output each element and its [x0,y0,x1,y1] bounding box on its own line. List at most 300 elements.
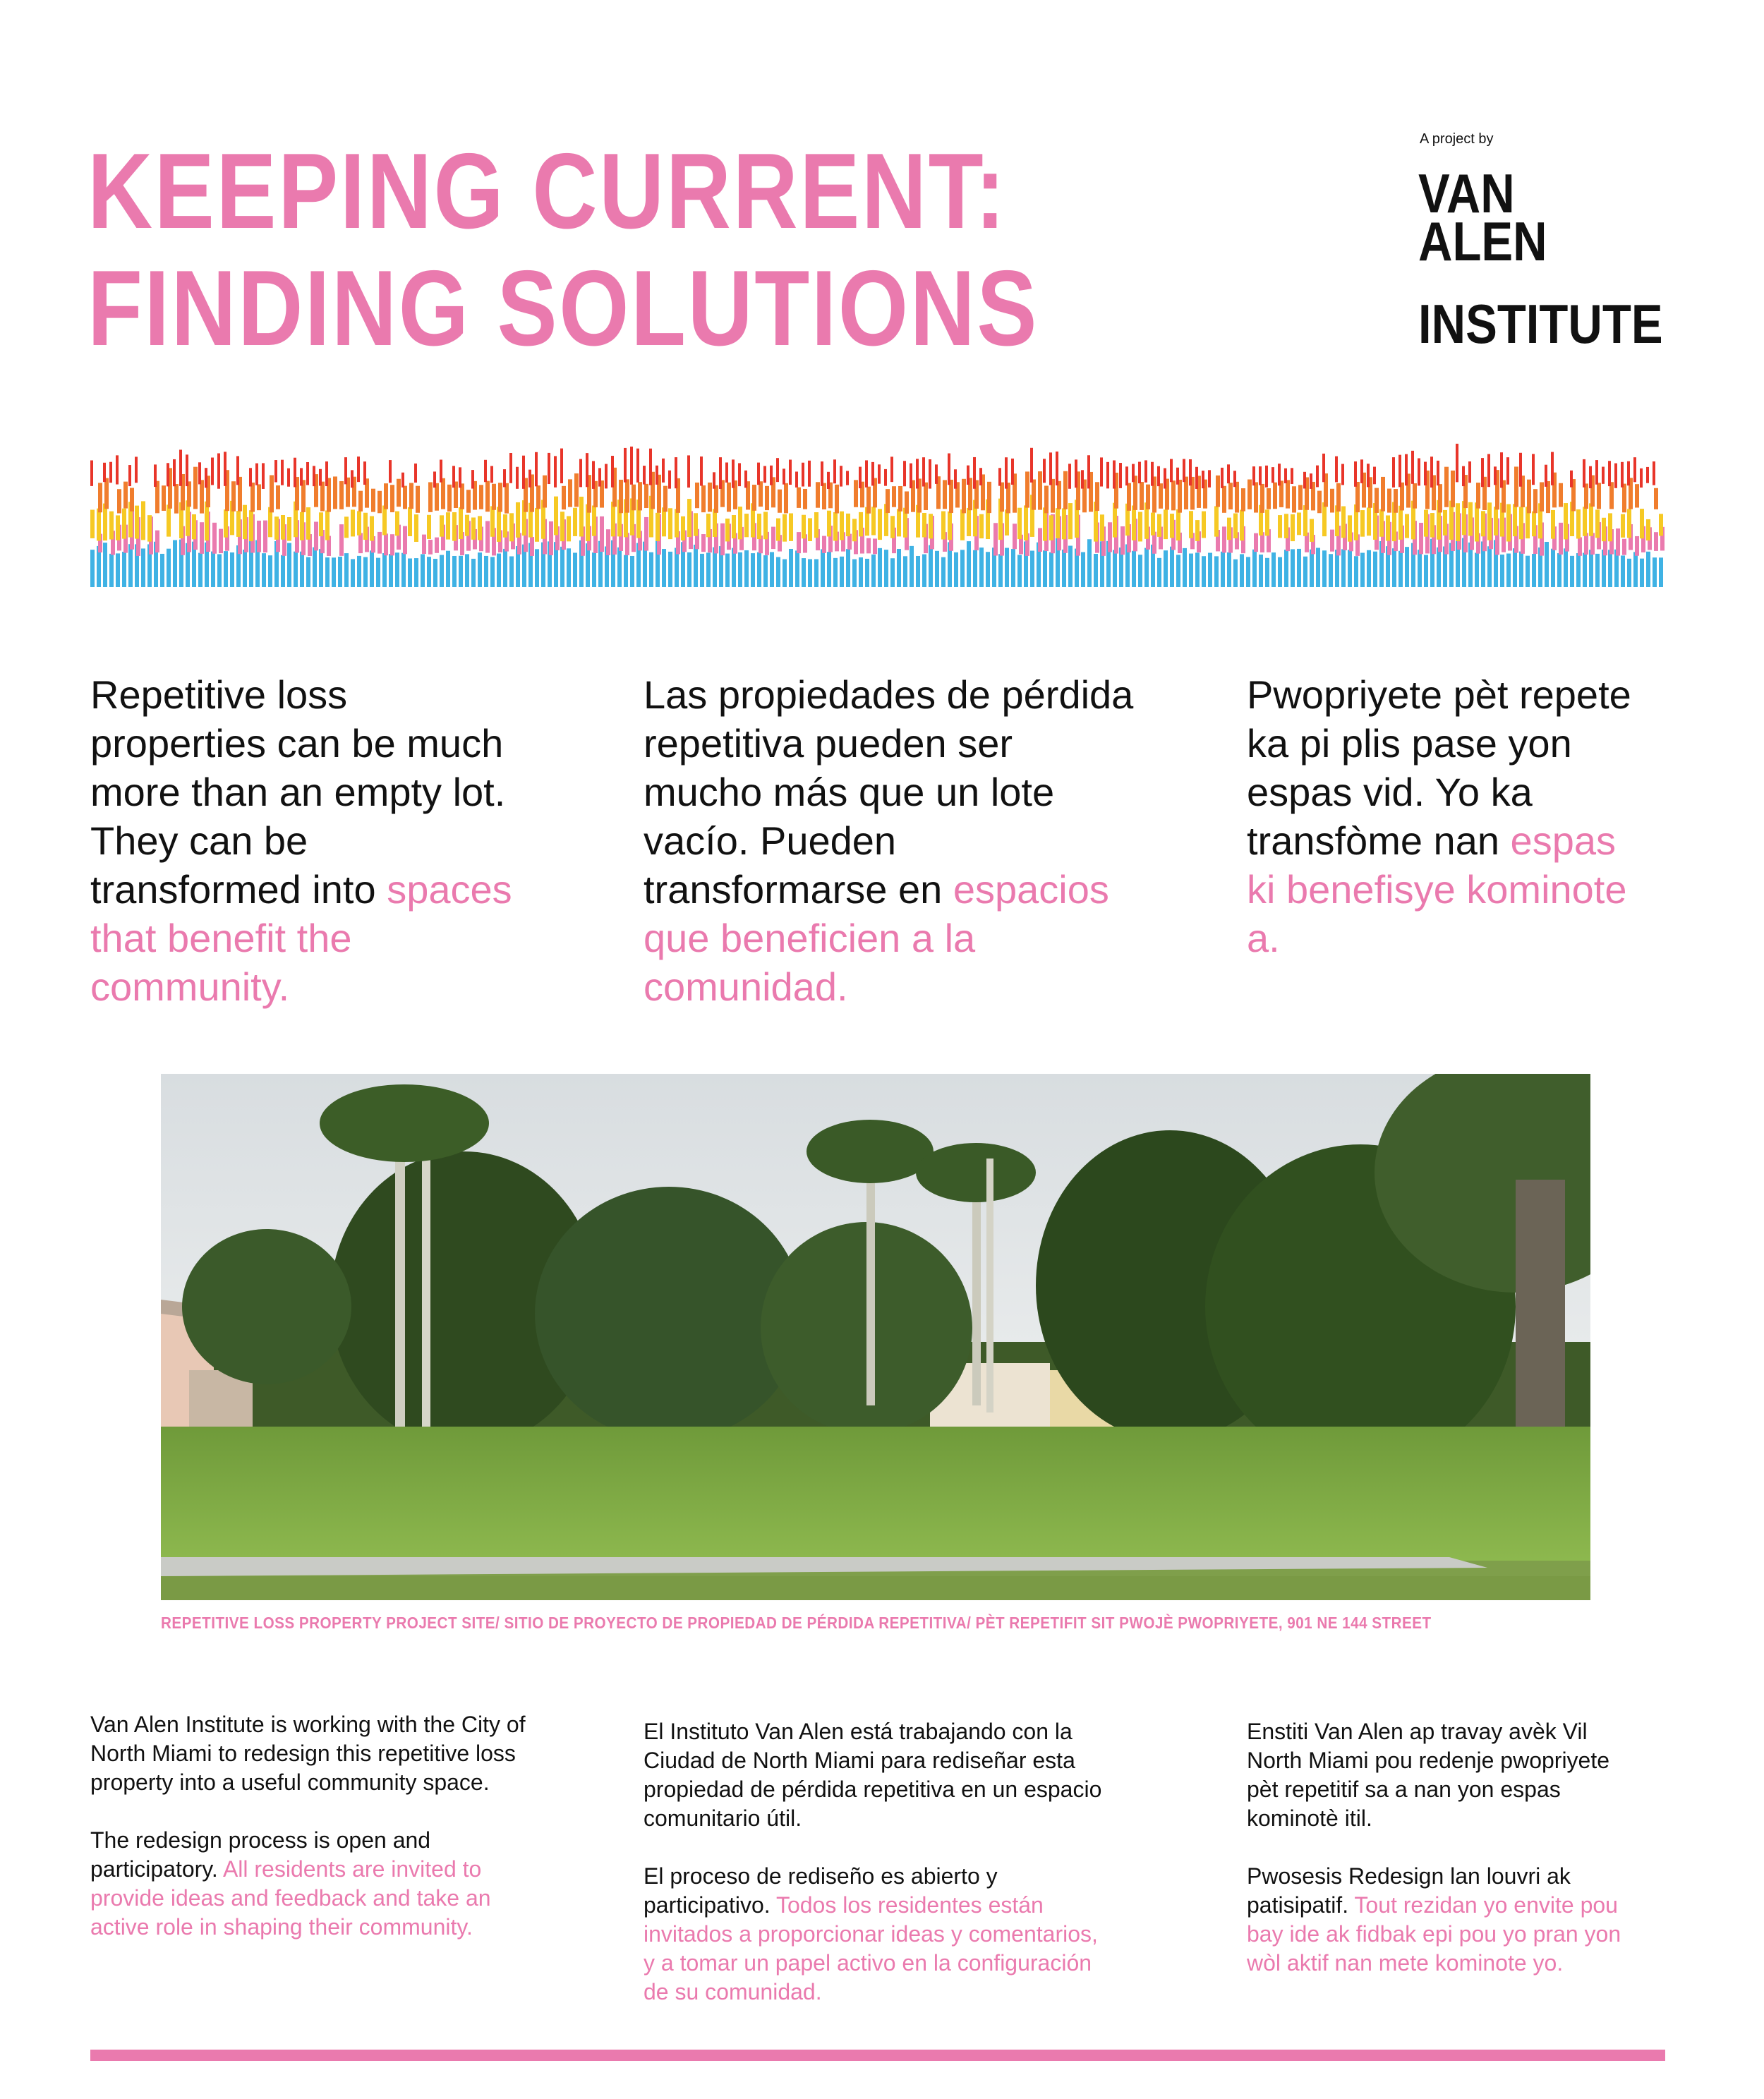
wave-bar [763,466,766,483]
wave-bar [1653,461,1655,485]
wave-bar [384,533,388,555]
wave-bar [979,514,984,538]
wave-bar [1513,504,1517,536]
wave-bar [1348,515,1352,541]
wave-bar [1140,482,1144,510]
wave-bar [154,464,157,487]
wave-bar [200,480,204,513]
wave-bar [890,558,895,587]
wave-bar [1216,476,1220,507]
intro-es-highlight: espacios que beneficien a la comunidad. [644,867,1109,1009]
wave-bar [452,556,457,587]
wave-bar [1278,557,1282,587]
wave-bar [998,554,1003,587]
wave-bar [1330,489,1334,513]
title-line-1: KEEPING CURRENT: [87,131,1008,251]
wave-bar [281,515,285,540]
wave-bar [694,513,698,536]
wave-bar [1438,484,1442,512]
wave-bar [701,534,706,552]
wave-bar [757,552,761,587]
body-column-ht [1247,1717,1642,2007]
wave-bar [1267,488,1271,509]
wave-bar [224,452,226,486]
wave-bar [377,491,382,514]
wave-bar [649,449,652,485]
wave-bar [1011,549,1015,587]
wave-bar [421,554,425,587]
wave-bar [784,483,788,514]
wave-bar [1487,502,1492,540]
wave-bar [167,504,171,536]
wave-bar [440,515,444,536]
wave-bar [162,485,166,511]
wave-bar [708,483,712,512]
wave-bar [1005,457,1008,488]
wave-bar [1298,485,1303,509]
intro-text-ht [1247,670,1642,962]
wave-bar [1583,553,1587,587]
wave-bar [993,523,998,555]
wave-bar [1171,480,1176,510]
wave-bar [503,514,507,538]
wave-bar [1341,464,1344,485]
wave-bar [1354,461,1357,487]
wave-bar [319,512,323,536]
wave-bar [1367,507,1371,536]
wave-bar [1475,552,1479,587]
wave-bar [1551,452,1554,485]
wave-bar [644,484,648,508]
wave-bar [1595,509,1600,538]
wave-bar [1398,551,1403,587]
wave-bar [1081,552,1085,587]
wave-bar [1138,512,1142,542]
wave-bar [1398,455,1401,488]
wave-bar [535,549,539,587]
wave-bar [1043,459,1046,483]
wave-bar [1214,506,1219,536]
wave-bar [1418,458,1420,485]
wave-bar [573,508,577,536]
wave-bar [1322,454,1325,482]
wave-bar [1621,462,1624,488]
wave-bar [789,460,792,485]
wave-bar [389,460,392,483]
wave-bar [1551,549,1555,587]
wave-bar [1443,510,1447,536]
wave-bar [1411,451,1414,484]
wave-bar [1062,508,1066,539]
wave-bar [1127,483,1131,511]
wave-bar [1170,459,1173,483]
wave-bar [1176,509,1180,540]
wave-bar [509,556,514,587]
wave-bar [1418,550,1422,587]
wave-bar [706,514,711,537]
wave-bar [821,549,825,587]
wave-bar [549,521,553,555]
wave-bar [567,548,571,587]
wave-bar [516,467,519,489]
wave-bar [1500,555,1504,587]
wave-bar [357,456,360,482]
wave-bar [1559,483,1563,507]
wave-bar [649,552,653,587]
wave-bar [973,550,977,587]
wave-bar [573,552,577,587]
wave-bar [1500,452,1503,488]
wave-bar [408,559,412,587]
wave-bar [1360,553,1365,587]
wave-bar [344,457,347,484]
wave-bar [1049,515,1053,540]
wave-bar [1227,464,1230,483]
wave-bar [1303,472,1306,489]
wave-bar [910,546,914,587]
wave-bar [624,448,627,483]
wave-bar [414,514,418,542]
wave-bar [217,453,220,488]
wave-bar [1392,457,1395,488]
wave-bar [1468,502,1473,536]
wave-bar [192,514,196,539]
wave-bar [1519,552,1523,587]
wave-bar [1424,510,1428,537]
wave-bar [859,512,863,536]
wave-bar [452,512,457,541]
wave-bar [910,464,912,488]
wave-bar [186,454,188,486]
wave-bar [1646,552,1650,587]
wave-bar [179,449,182,485]
wave-bar [778,490,782,513]
wave-bar [1265,509,1269,536]
wave-bar [1456,503,1460,541]
wave-bar [878,548,882,587]
wave-bar [1310,519,1314,542]
wave-bar [1654,488,1658,509]
wave-bar [1100,514,1104,541]
wave-bar [1049,452,1052,485]
wave-bar [1233,559,1238,587]
intro-es-text: Las propiedades de pérdida repetitiva pueden ser mucho más que un lote vacío. Pueden transformarse en [644,672,1134,912]
wave-bar [268,555,272,587]
wave-bar [757,463,760,485]
wave-bar [535,452,538,487]
wave-bar [313,548,317,587]
wave-bar [1354,556,1358,587]
wave-bar [903,461,906,486]
wave-bar [625,479,629,512]
wave-bar [1195,520,1200,541]
wave-bar [1202,471,1204,488]
wave-bar [725,519,730,541]
wave-bar [1387,489,1391,513]
wave-bar [211,552,215,587]
wave-bar [732,515,736,538]
wave-bar [922,555,926,587]
wave-bar [1654,532,1658,551]
wave-bar [339,481,344,509]
wave-bar [1595,554,1600,587]
wave-bar [1228,483,1233,509]
wave-bar [1476,483,1480,509]
wave-bar [485,521,490,552]
wave-bar [528,470,531,488]
wave-bar [1589,503,1593,536]
wave-bar [1322,502,1327,536]
wave-bar [890,516,895,538]
wave-bar [1621,555,1625,587]
wave-bar [1621,514,1625,538]
intro-text-es [644,670,1137,1011]
wave-bar [1291,468,1293,484]
wave-bar [141,548,145,587]
wave-bar [783,514,787,542]
wave-bar [1000,483,1004,512]
wave-bar [1259,466,1262,485]
logo-line-alen: ALEN [1418,210,1547,272]
title-line-2: FINDING SOLUTIONS [87,248,1039,368]
wave-bar [319,469,322,486]
wave-bar [1336,483,1341,512]
wave-bar [643,466,646,485]
wave-bar [212,523,217,554]
wave-bar [466,490,471,513]
logo-line-van: VAN [1418,162,1515,224]
wave-bar [1144,460,1147,482]
wave-bar [1348,550,1352,587]
wave-bar [249,468,252,486]
wave-bar [1195,467,1198,489]
wave-bar [1398,506,1403,540]
wave-bar [840,512,844,540]
wave-bar [274,460,277,482]
wave-bar [987,482,991,513]
wave-bar [1303,557,1307,587]
wave-bar [720,524,725,555]
wave-bar [884,469,887,486]
wave-bar [948,512,952,540]
wave-bar [916,459,919,488]
wave-bar [751,553,755,587]
wave-bar [973,457,976,489]
wave-bar [1214,556,1219,587]
intro-text-en [90,670,514,1011]
wave-bar [681,516,685,540]
wave-bar [123,482,128,509]
wave-bar [530,537,534,556]
wave-bar [1316,548,1320,587]
wave-bar [1157,514,1161,537]
wave-bar [808,518,812,541]
wave-bar [1195,552,1200,587]
wave-bar [231,481,236,512]
wave-bar [1576,553,1581,587]
wave-bar [1602,467,1605,484]
wave-bar [1221,552,1225,587]
wave-bar [1176,468,1179,485]
wave-bar [1640,468,1643,488]
wave-bar [1120,526,1125,555]
wave-bar [1646,467,1649,483]
wave-bar [1437,548,1441,587]
wave-bar [1367,550,1371,587]
wave-bar [1590,533,1595,555]
wave-bar [109,462,112,483]
wave-bar [339,524,344,556]
wave-bar [700,554,704,587]
wave-bar [878,464,881,483]
wave-bar [1248,480,1252,509]
wave-bar [446,551,450,587]
wave-bar [1240,509,1244,540]
wave-bar [1317,491,1322,514]
wave-bar [606,529,610,555]
wave-bar [230,552,234,587]
wave-bar [1381,477,1385,512]
wave-bar [287,517,291,541]
wave-bar [135,456,138,483]
body-ht-paragraph-2 [1247,1862,1642,1978]
wave-bar [632,485,636,511]
wave-bar [1570,471,1573,488]
wave-bar [1252,466,1255,485]
wave-bar [821,461,823,486]
wave-bar [998,468,1001,485]
wave-bar [363,513,368,540]
wave-bar [147,515,152,541]
intro-ht-text: Pwopriyete pèt repete ka pi plis pase yon espas vid. Yo ka transfòme nan [1247,672,1631,863]
wave-bar [344,516,349,538]
wave-bar [802,558,806,587]
wave-bar [116,553,120,587]
wave-bar [1583,459,1585,488]
page-title [87,133,1039,367]
wave-bar [255,464,258,485]
wave-bar [498,483,502,512]
wave-bar [1584,533,1588,555]
wave-bar [1437,461,1439,485]
wave-bar [433,559,437,587]
wave-bar [1189,554,1193,587]
wave-bar [441,478,445,509]
logo-line-institute: INSTITUTE [1418,293,1663,355]
wave-bar [802,463,804,487]
wave-bar [1100,457,1103,486]
wave-bar [738,552,742,587]
wave-bar [313,466,315,486]
wave-bar [1633,457,1636,482]
wave-bar [1532,554,1536,587]
intro-en-highlight: spaces that benefit the community. [90,867,512,1009]
wave-bar [497,507,501,542]
wave-bar [1640,559,1644,587]
wave-bar [1627,559,1631,587]
wave-bar [1578,537,1582,555]
wave-bar [543,476,547,508]
wave-bar [663,486,667,512]
wave-bar [116,515,120,540]
wave-bar [871,555,876,587]
wave-bar [1157,558,1161,587]
wave-bar [325,511,330,540]
wave-bar [1360,459,1363,483]
wave-bar [1392,548,1396,587]
wave-bar [852,519,857,541]
wave-bar [471,517,476,539]
wave-bar [962,479,966,514]
wave-bar [90,510,95,538]
wave-bar [1043,550,1047,587]
wave-bar [306,462,309,485]
wave-bar [1335,456,1338,483]
wave-bar [1025,471,1029,507]
wave-bar [979,548,984,587]
wave-bar [167,463,169,486]
wave-bar [236,511,241,537]
wave-bar [1564,548,1568,587]
wave-bar [1017,555,1022,587]
wave-bar [1375,488,1379,513]
wave-bar [1208,470,1211,488]
wave-bar [536,485,540,509]
wave-bar [943,480,947,509]
wave-bar [822,483,826,509]
wave-bar [384,483,388,509]
wave-bar [1405,514,1409,538]
wave-bar [568,479,572,507]
wave-bar [554,456,557,487]
wave-bar [776,557,780,587]
wave-bar [789,549,793,587]
wave-bar [1183,548,1187,587]
wave-bar [509,453,512,483]
wave-bar [422,535,426,554]
wave-bar [377,532,382,554]
wave-bar [1252,550,1257,587]
wave-bar [905,491,909,514]
wave-bar [1254,533,1258,552]
wave-bar [814,559,818,587]
wave-bar [1286,480,1290,508]
wave-bar [922,513,926,537]
wave-bar [1011,459,1014,485]
wave-bar [668,508,672,539]
wave-bar [1075,459,1077,488]
wave-bar [1278,464,1281,485]
wave-bar [929,459,931,489]
wave-bar [1227,552,1231,587]
wave-bar [363,557,368,587]
wave-bar [592,505,596,536]
wave-bar [1254,482,1258,512]
wave-bar [390,534,394,555]
wave-bar [485,481,490,512]
wave-bar [490,506,495,536]
wave-bar [300,552,304,587]
wave-bar [465,515,469,536]
wave-bar [1551,510,1555,539]
wave-bar [459,467,461,488]
wave-bar [560,547,564,587]
wave-bar [763,512,768,539]
wave-bar [892,486,896,507]
decorative-wave-pattern [90,436,1665,587]
wave-bar [98,483,102,512]
wave-bar [1614,464,1617,488]
